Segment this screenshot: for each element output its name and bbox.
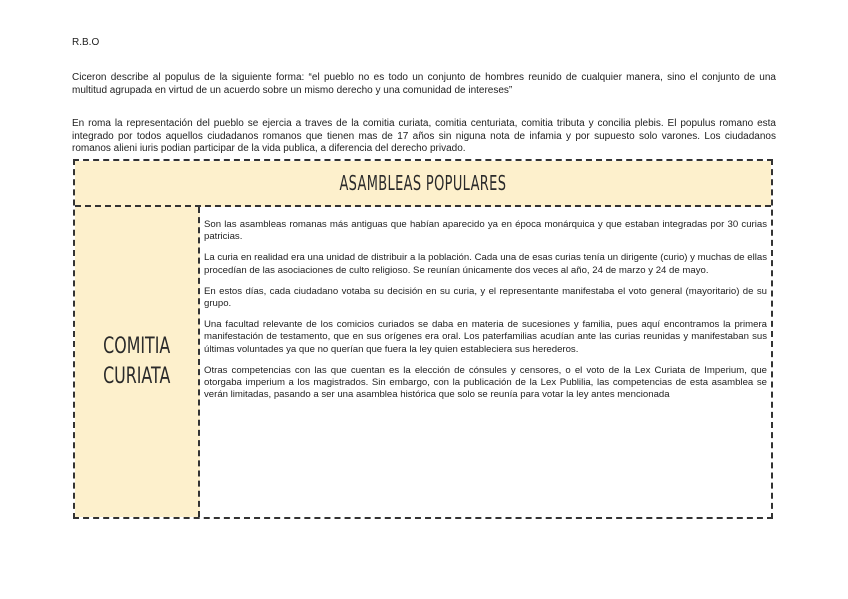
body-paragraph: La curia en realidad era una unidad de distribuir a la población. Cada una de esas curias tenía un dirigente (curio) y muchas de ellas procedían de las asociaciones de culto religioso. Se reunían únicamente dos veces al año, 24 de marzo y 24 de mayo. [204, 252, 767, 276]
left-label-line-2: CURIATA [102, 364, 171, 389]
body-paragraph: En estos días, cada ciudadano votaba su decisión en su curia, y el representante manifestaba el voto general (mayoritario) de su grupo. [204, 285, 767, 310]
body-paragraph: Una facultad relevante de los comicios curiados se daba en materia de sucesiones y familia, pues aquí encontramos la primera manifestación de testamento, que en sus orígenes era oral. Los paterfamilias acudían ante las curias reunidas y manifestaban sus últimas voluntades ya que no querían que fuera la ley quien estableciera sus herederos. [204, 319, 767, 355]
table-header [75, 161, 771, 207]
intro-paragraph-cicero: Ciceron describe al populus de la siguiente forma: “el pueblo no es todo un conjunto de hombres reunido de cualquier manera, sino el conjunto de una multitud agrupada en virtud de un acuerdo sobre un mismo derecho y una comunidad de intereses” [72, 72, 776, 96]
table-body-cell [204, 219, 767, 410]
left-label-line-1: COMITIA [102, 334, 171, 359]
assemblies-table [73, 159, 773, 519]
left-cell-label [103, 332, 170, 392]
table-header-title: ASAMBLEAS POPULARES [339, 171, 507, 195]
table-left-cell [75, 207, 200, 517]
intro-paragraph-representation: En roma la representación del pueblo se ejercia a traves de la comitia curiata, comitia centuriata, comitia tributa y concilia plebis. El populus romano esta integrado por todos aquellos ciudadanos romanos que tienen mas de 17 años sin niguna nota de infamia y por supuesto solo varones. Los ciudadanos romanos alieni iuris podian participar de la vida publica, a diferencia del derecho privado. [72, 118, 776, 154]
document-code: R.B.O [72, 37, 100, 48]
body-paragraph: Son las asambleas romanas más antiguas que habían aparecido ya en época monárquica y que estaban integradas por 30 curias patricias. [204, 219, 767, 243]
body-paragraph: Otras competencias con las que cuentan es la elección de cónsules y censores, o el voto de la Lex Curiata de Imperium, que otorgaba imperium a los magistrados. Sin embargo, con la publicación de la Lex Publilia, las competencias de esta asamblea se verán limitadas, pasando a ser una asamblea histórica que solo se reunía para votar la ley antes mencionada [204, 364, 767, 401]
